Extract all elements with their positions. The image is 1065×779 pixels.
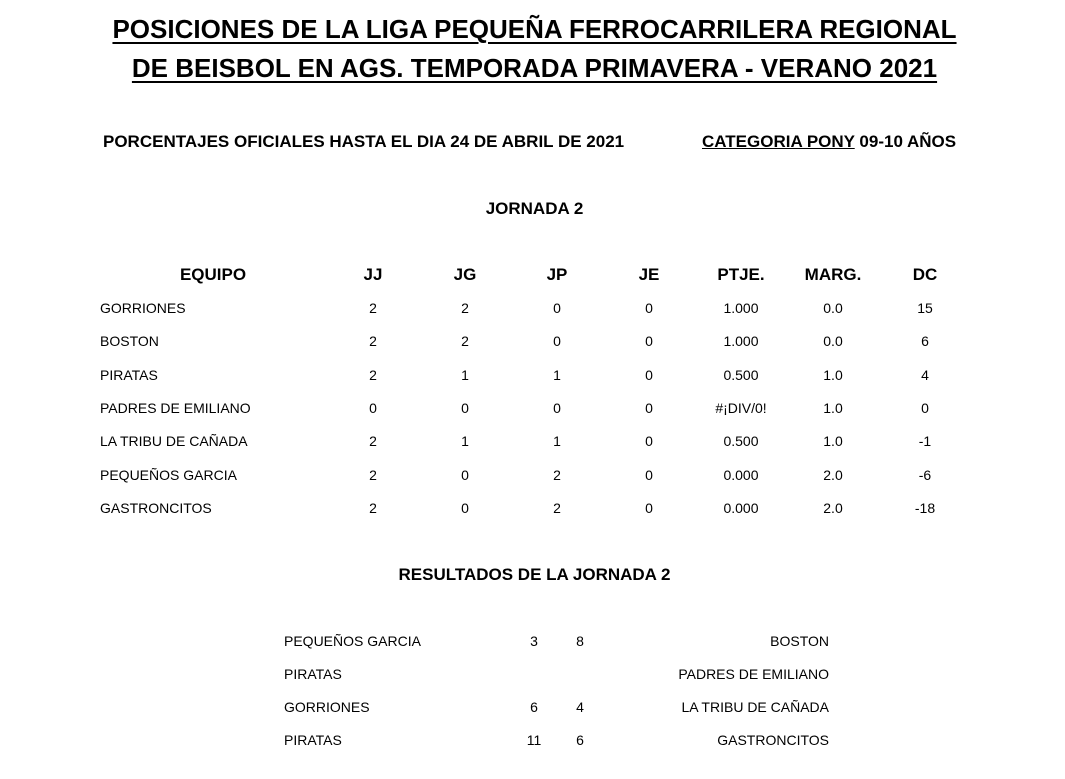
stat-jg: 1 — [461, 433, 469, 449]
team-name: GASTRONCITOS — [100, 500, 212, 516]
away-team: PADRES DE EMILIANO — [678, 666, 829, 682]
col-header-dc: DC — [912, 265, 938, 284]
stat-je: 0 — [645, 433, 653, 449]
away-score: 8 — [576, 633, 584, 649]
home-score: 11 — [526, 732, 542, 748]
stat-jp: 1 — [553, 367, 561, 383]
away-team: BOSTON — [770, 633, 829, 649]
stat-jg: 0 — [461, 500, 469, 516]
home-team: PEQUEÑOS GARCIA — [284, 633, 421, 649]
col-header-marg: MARG. — [804, 265, 862, 284]
stat-ptje: 0.500 — [723, 367, 759, 383]
away-score: 6 — [576, 732, 584, 748]
stat-je: 0 — [645, 333, 653, 349]
col-header-jj: JJ — [363, 265, 383, 284]
stat-jp: 0 — [553, 400, 561, 416]
team-name: BOSTON — [100, 333, 159, 349]
stat-dc: -18 — [914, 500, 936, 516]
stat-dc: 15 — [917, 300, 933, 316]
away-team: GASTRONCITOS — [717, 732, 829, 748]
team-name: GORRIONES — [100, 300, 186, 316]
results-heading: RESULTADOS DE LA JORNADA 2 — [398, 565, 671, 584]
stat-jj: 2 — [369, 300, 377, 316]
stat-jj: 2 — [369, 500, 377, 516]
away-team: LA TRIBU DE CAÑADA — [681, 699, 829, 715]
team-name: PEQUEÑOS GARCIA — [100, 467, 237, 483]
home-score: 6 — [530, 699, 538, 715]
page-title-line-1: POSICIONES DE LA LIGA PEQUEÑA FERROCARRILERA REGIONAL — [112, 14, 957, 44]
stat-jg: 2 — [461, 300, 469, 316]
team-name: LA TRIBU DE CAÑADA — [100, 433, 248, 449]
stat-jg: 2 — [461, 333, 469, 349]
away-score: 4 — [576, 699, 584, 715]
stat-jg: 0 — [461, 400, 469, 416]
stat-jj: 2 — [369, 367, 377, 383]
stat-ptje: 1.000 — [723, 333, 759, 349]
col-header-jg: JG — [453, 265, 477, 284]
stat-jj: 2 — [369, 467, 377, 483]
home-team: GORRIONES — [284, 699, 370, 715]
stat-dc: -1 — [918, 433, 932, 449]
col-header-je: JE — [638, 265, 660, 284]
stat-dc: 4 — [921, 367, 929, 383]
stat-jj: 0 — [369, 400, 377, 416]
stat-je: 0 — [645, 467, 653, 483]
category-name: CATEGORIA PONY — [702, 132, 855, 151]
stat-jp: 2 — [553, 500, 561, 516]
stat-ptje: 0.500 — [723, 433, 759, 449]
home-team: PIRATAS — [284, 666, 342, 682]
stat-jp: 2 — [553, 467, 561, 483]
stat-dc: 6 — [921, 333, 929, 349]
team-name: PIRATAS — [100, 367, 158, 383]
stat-jj: 2 — [369, 333, 377, 349]
stat-ptje: 0.000 — [723, 467, 759, 483]
col-header-equipo: EQUIPO — [179, 265, 247, 284]
stat-dc: -6 — [918, 467, 932, 483]
stat-ptje: 1.000 — [723, 300, 759, 316]
stat-je: 0 — [645, 400, 653, 416]
col-header-jp: JP — [546, 265, 568, 284]
category-age: 09-10 AÑOS — [854, 132, 957, 151]
stat-jj: 2 — [369, 433, 377, 449]
page-title-line-2: DE BEISBOL EN AGS. TEMPORADA PRIMAVERA - VERANO 2021 — [131, 53, 938, 83]
stat-marg: 0.0 — [823, 300, 843, 316]
stat-jg: 1 — [461, 367, 469, 383]
stat-je: 0 — [645, 500, 653, 516]
stat-marg: 1.0 — [823, 367, 843, 383]
stat-je: 0 — [645, 367, 653, 383]
home-team: PIRATAS — [284, 732, 342, 748]
percentages-date: PORCENTAJES OFICIALES HASTA EL DIA 24 DE ABRIL DE 2021 — [103, 132, 625, 151]
stat-dc: 0 — [921, 400, 929, 416]
stat-ptje: #¡DIV/0! — [715, 400, 767, 416]
stat-marg: 0.0 — [823, 333, 843, 349]
stat-jp: 1 — [553, 433, 561, 449]
home-score: 3 — [530, 633, 538, 649]
stat-jp: 0 — [553, 333, 561, 349]
stat-marg: 2.0 — [823, 467, 843, 483]
jornada-heading: JORNADA 2 — [485, 199, 584, 218]
stat-marg: 2.0 — [823, 500, 843, 516]
stat-marg: 1.0 — [823, 400, 843, 416]
stat-marg: 1.0 — [823, 433, 843, 449]
stat-ptje: 0.000 — [723, 500, 759, 516]
stat-jp: 0 — [553, 300, 561, 316]
category-label — [702, 132, 956, 152]
stat-je: 0 — [645, 300, 653, 316]
team-name: PADRES DE EMILIANO — [100, 400, 251, 416]
col-header-ptje: PTJE. — [717, 265, 765, 284]
stat-jg: 0 — [461, 467, 469, 483]
